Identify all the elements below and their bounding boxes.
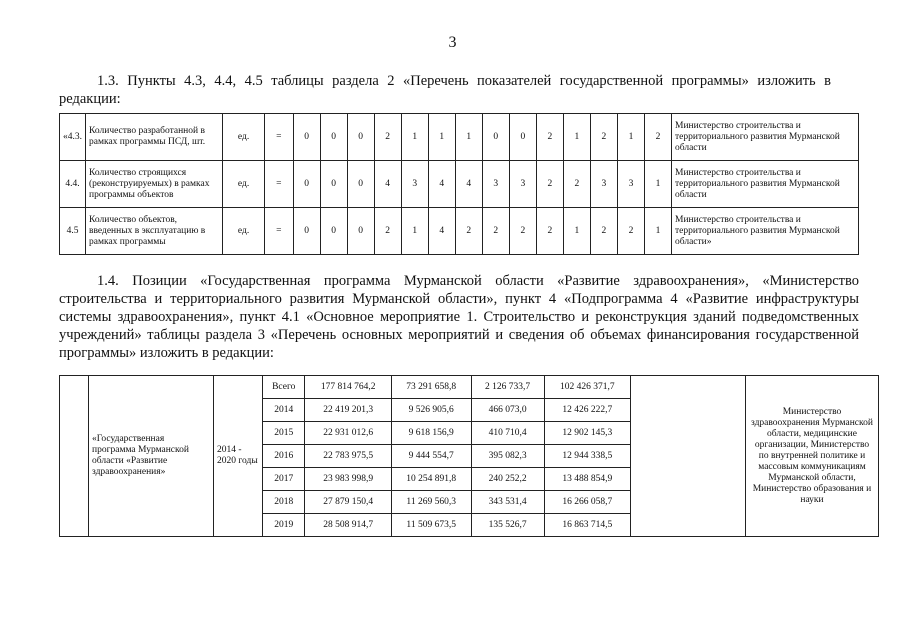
indicator-value: 0 <box>347 114 374 161</box>
financing-total: 22 931 012,6 <box>305 422 391 445</box>
financing-col4: 12 902 145,3 <box>544 422 630 445</box>
financing-table <box>59 375 879 537</box>
financing-col3: 135 526,7 <box>471 514 544 537</box>
indicator-value: 1 <box>455 114 482 161</box>
financing-col4: 102 426 371,7 <box>544 376 630 399</box>
indicator-value: 1 <box>644 161 671 208</box>
financing-period: 2015 <box>263 422 305 445</box>
financing-col4: 16 266 058,7 <box>544 491 630 514</box>
indicator-value: 1 <box>428 114 455 161</box>
indicator-value: 2 <box>536 208 563 255</box>
financing-total: 28 508 914,7 <box>305 514 391 537</box>
financing-col4: 16 863 714,5 <box>544 514 630 537</box>
indicator-value: 2 <box>482 208 509 255</box>
financing-total: 23 983 998,9 <box>305 468 391 491</box>
indicator-value: 0 <box>347 208 374 255</box>
financing-period: 2017 <box>263 468 305 491</box>
financing-col3: 343 531,4 <box>471 491 544 514</box>
financing-row <box>60 376 879 399</box>
indicator-value: 2 <box>374 208 401 255</box>
financing-col3: 395 082,3 <box>471 445 544 468</box>
indicator-unit: ед. <box>223 114 265 161</box>
indicator-value: 2 <box>563 161 590 208</box>
indicator-value: 0 <box>320 208 347 255</box>
financing-col3: 240 252,2 <box>471 468 544 491</box>
indicator-value: 0 <box>293 114 320 161</box>
financing-col2: 73 291 658,8 <box>391 376 471 399</box>
financing-col4: 12 426 222,7 <box>544 399 630 422</box>
indicator-responsible-org: Министерство строительства и территориального развития Мурманской области <box>672 114 859 161</box>
empty-number-cell <box>60 376 89 537</box>
financing-col2: 10 254 891,8 <box>391 468 471 491</box>
indicator-responsible-org: Министерство строительства и территориального развития Мурманской области» <box>672 208 859 255</box>
indicator-value: 3 <box>590 161 617 208</box>
financing-period: Всего <box>263 376 305 399</box>
indicator-unit: ед. <box>223 208 265 255</box>
indicator-row <box>60 208 859 255</box>
indicator-value: 2 <box>536 114 563 161</box>
indicator-value: 0 <box>482 114 509 161</box>
indicator-value: 1 <box>563 114 590 161</box>
indicator-value: 2 <box>617 208 644 255</box>
indicator-value: 4 <box>428 208 455 255</box>
indicator-value: 4 <box>374 161 401 208</box>
indicator-value: 3 <box>509 161 536 208</box>
indicator-sign: = <box>265 161 293 208</box>
program-name: «Государственная программа Мурманской области «Развитие здравоохранения» <box>89 376 214 537</box>
financing-total: 22 419 201,3 <box>305 399 391 422</box>
indicator-value: 0 <box>347 161 374 208</box>
financing-col2: 9 526 905,6 <box>391 399 471 422</box>
indicators-table <box>59 113 859 255</box>
indicator-sign: = <box>265 114 293 161</box>
indicator-value: 0 <box>293 208 320 255</box>
financing-col3: 410 710,4 <box>471 422 544 445</box>
financing-col3: 466 073,0 <box>471 399 544 422</box>
indicator-row <box>60 161 859 208</box>
indicator-name: Количество разработанной в рамках программы ПСД, шт. <box>86 114 223 161</box>
program-years: 2014 - 2020 годы <box>214 376 263 537</box>
indicator-responsible-org: Министерство строительства и территориального развития Мурманской области <box>672 161 859 208</box>
indicator-number: «4.3. <box>60 114 86 161</box>
financing-col2: 9 618 156,9 <box>391 422 471 445</box>
indicator-value: 2 <box>590 114 617 161</box>
financing-col3: 2 126 733,7 <box>471 376 544 399</box>
financing-total: 27 879 150,4 <box>305 491 391 514</box>
indicator-number: 4.4. <box>60 161 86 208</box>
indicator-value: 4 <box>455 161 482 208</box>
section-1-4-paragraph: 1.4. Позиции «Государственная программа Мурманской области «Развитие здравоохранения», «Министерство строительства и территориального развития Мурманской области», пункт 4 «Подпрограмма 4 «Развитие инфраструктуры системы здравоохранения», пункт 4.1 «Основное мероприятие 1. Строительство и реконструкция зданий подведомственных учреждений» таблицы раздела 3 «Перечень основных мероприятий и сведения об объемах финансирования государственной программы» изложить в редакции: <box>59 273 859 361</box>
indicator-value: 0 <box>293 161 320 208</box>
indicator-value: 3 <box>401 161 428 208</box>
financing-total: 22 783 975,5 <box>305 445 391 468</box>
indicator-value: 3 <box>482 161 509 208</box>
indicator-value: 2 <box>509 208 536 255</box>
financing-col4: 13 488 854,9 <box>544 468 630 491</box>
financing-period: 2014 <box>263 399 305 422</box>
financing-col2: 11 509 673,5 <box>391 514 471 537</box>
indicator-value: 1 <box>401 114 428 161</box>
indicator-value: 4 <box>428 161 455 208</box>
indicator-name: Количество объектов, введенных в эксплуатацию в рамках программы <box>86 208 223 255</box>
indicator-sign: = <box>265 208 293 255</box>
indicator-value: 1 <box>617 114 644 161</box>
indicator-name: Количество строящихся (реконструируемых) в рамках программы объектов <box>86 161 223 208</box>
indicator-value: 3 <box>617 161 644 208</box>
empty-cell <box>631 376 746 537</box>
financing-col4: 12 944 338,5 <box>544 445 630 468</box>
indicator-value: 0 <box>320 114 347 161</box>
indicator-value: 1 <box>563 208 590 255</box>
responsible-orgs: Министерство здравоохранения Мурманской области, медицинские организации, Министерство по внутренней политике и массовым коммуникациям Мурманской области, Министерство образования и науки <box>746 376 879 537</box>
indicator-value: 0 <box>509 114 536 161</box>
indicator-value: 2 <box>455 208 482 255</box>
indicator-value: 0 <box>320 161 347 208</box>
indicator-value: 1 <box>644 208 671 255</box>
indicator-row <box>60 114 859 161</box>
financing-period: 2018 <box>263 491 305 514</box>
financing-period: 2016 <box>263 445 305 468</box>
financing-total: 177 814 764,2 <box>305 376 391 399</box>
financing-col2: 11 269 560,3 <box>391 491 471 514</box>
indicator-value: 2 <box>644 114 671 161</box>
indicator-value: 2 <box>590 208 617 255</box>
indicator-value: 1 <box>401 208 428 255</box>
indicator-value: 2 <box>374 114 401 161</box>
page-number: 3 <box>448 34 457 51</box>
financing-col2: 9 444 554,7 <box>391 445 471 468</box>
financing-period: 2019 <box>263 514 305 537</box>
indicator-value: 2 <box>536 161 563 208</box>
section-1-3-paragraph: 1.3. Пункты 4.3, 4.4, 4.5 таблицы раздела 2 «Перечень показателей государственной программы» изложить в редакции: <box>59 73 831 107</box>
indicator-number: 4.5 <box>60 208 86 255</box>
indicator-unit: ед. <box>223 161 265 208</box>
